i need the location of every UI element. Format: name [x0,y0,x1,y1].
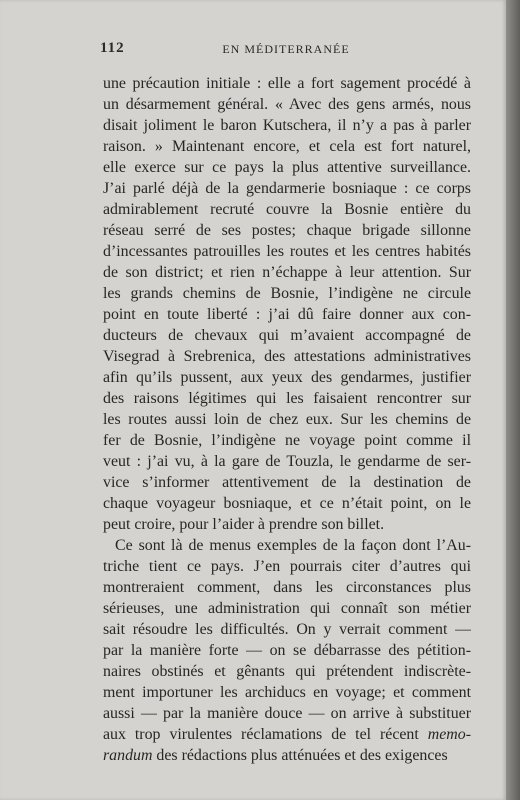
text-line: naires obstinés et gênants qui prétendent indiscrète- [103,663,471,680]
text-line: les routes aussi loin de chez eux. Sur les chemins de [103,411,471,428]
text-line: ment importuner les archiducs en voyage; et comment [103,684,471,701]
text-line: vice s’informer attentivement de la destination de [103,474,471,491]
page-number: 112 [100,40,125,56]
text-line: sérieuses, une administration qui connaît son métier [103,600,471,617]
text-line: disait joliment le baron Kutschera, il n’y a pas à parler [103,117,471,134]
text-line-with-italic [103,724,471,745]
text-line: triche tient ce pays. J’en pourrais citer d’autres qui [103,558,471,575]
text-line: ducteurs de chevaux qui m’avaient accompagné de [103,327,471,344]
text-line: d’incessantes patrouilles les routes et les centres habités [103,243,471,260]
text-fragment: aux trop virulentes réclamations de tel récent [103,726,428,743]
text-line: réseau serré de ses postes; chaque brigade sillonne [103,222,471,239]
italic-word-randum: randum [103,747,153,764]
text-line: peut croire, pour l’aider à prendre son billet. [103,516,385,533]
text-line: Ce sont là de menus exemples de la façon dont l’Au- [115,537,471,554]
text-line: une précaution initiale : elle a fort sagement procédé à [103,75,471,92]
page-edge [506,0,520,800]
page-header [100,40,472,60]
text-line: un désarmement général. « Avec des gens armés, nous [103,96,471,113]
text-line: sait résoudre les difficultés. On y verrait comment — [103,621,471,638]
text-line: par la manière forte — on se débarrasse des pétition- [103,642,471,659]
text-line: raison. » Maintenant encore, et cela est fort naturel, [103,138,471,155]
text-line: aussi — par la manière douce — on arrive à substituer [103,705,471,722]
running-title: EN MÉDITERRANÉE [222,42,350,56]
text-line: veut : j’ai vu, à la gare de Touzla, le gendarme de ser- [103,453,471,470]
text-fragment: des rédactions plus atténuées et des exigences [152,747,448,764]
text-line: des raisons légitimes qui les faisaient rencontrer sur [103,390,471,407]
text-line: fer de Bosnie, l’indigène ne voyage point comme il [103,432,471,449]
text-line: admirablement recruté couvre la Bosnie entière du [103,201,471,218]
italic-word-memo: memo- [427,726,471,743]
text-line: elle exerce sur ce pays la plus attentive surveillance. [103,159,471,176]
text-line: les grands chemins de Bosnie, l’indigène ne circule [103,285,471,302]
text-line: montreraient comment, dans les circonstances plus [103,579,471,596]
text-line: afin qu’ils pussent, aux yeux des gendarmes, justifier [103,369,471,386]
text-line-with-italic [103,745,471,766]
text-line: J’ai parlé déjà de la gendarmerie bosniaque : ce corps [103,180,471,197]
text-line: Visegrad à Srebrenica, des attestations administratives [103,348,471,365]
text-line: chaque voyageur bosniaque, et ce n’était point, on le [103,495,471,512]
text-line: point en toute liberté : j’ai dû faire donner aux con- [103,306,471,323]
page-body [103,73,471,766]
paragraph-2 [103,535,471,766]
paragraph-1 [103,73,471,535]
text-line: de son district; et rien n’échappe à leur attention. Sur [103,264,471,281]
